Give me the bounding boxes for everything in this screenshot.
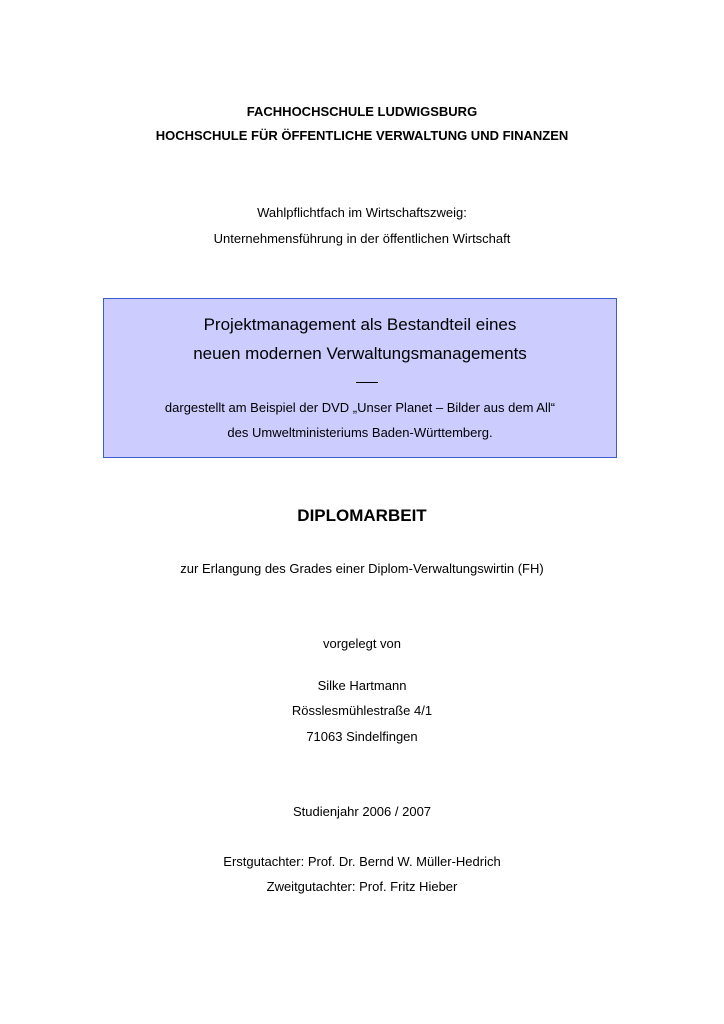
author-street: Rösslesmühlestraße 4/1 [291,703,433,718]
author-city: 71063 Sindelfingen [306,729,418,744]
institution-subtitle: HOCHSCHULE FÜR ÖFFENTLICHE VERWALTUNG UND FINANZEN [155,128,569,143]
course-line-1: Wahlpflichtfach im Wirtschaftszweig: [257,205,467,220]
degree-purpose: zur Erlangung des Grades einer Diplom-Verwaltungswirtin (FH) [180,561,544,576]
thesis-title-box [103,298,617,458]
first-reviewer: Erstgutachter: Prof. Dr. Bernd W. Müller-Hedrich [223,854,501,869]
thesis-subtitle-line-2: des Umweltministeriums Baden-Württemberg. [227,425,493,440]
thesis-subtitle-line-1: dargestellt am Beispiel der DVD „Unser Planet – Bilder aus dem All“ [164,400,556,415]
institution-name: FACHHOCHSCHULE LUDWIGSBURG [246,104,478,119]
title-dash-separator [356,382,378,383]
author-name: Silke Hartmann [317,678,407,693]
submitted-by-label: vorgelegt von [322,636,402,651]
thesis-title-line-2: neuen modernen Verwaltungsmanagements [193,344,527,363]
second-reviewer: Zweitgutachter: Prof. Fritz Hieber [266,879,458,894]
course-line-2: Unternehmensführung in der öffentlichen Wirtschaft [213,231,511,246]
document-type: DIPLOMARBEIT [297,506,427,525]
academic-year: Studienjahr 2006 / 2007 [292,804,432,819]
thesis-title-line-1: Projektmanagement als Bestandteil eines [203,315,517,334]
